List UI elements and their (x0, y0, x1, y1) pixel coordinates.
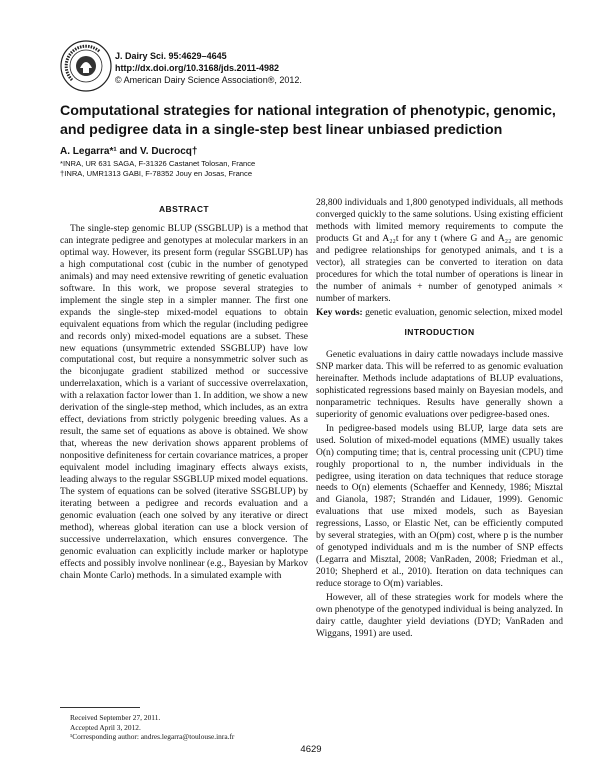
adsa-seal-logo (60, 40, 112, 92)
introduction-text (316, 350, 563, 643)
page-number: 4629 (300, 744, 322, 755)
abstract-continuation (316, 198, 563, 320)
abstract-text: The single-step genomic BLUP (SSGBLUP) is a method that can integrate pedigree and genotypes at molecular markers in an optimal way. However, its present form (regular SSGBLUP) has a high computational cost (cubic in the number of genotyped animals) and may need extensive rewriting of genetic evaluation software. In this work, we propose several strategies to implement the single step in a simpler manner. The first one expands the single-step mixed-model equations to obtain equivalent equations from which the regular (including pedigree and records only) mixed-model equations are a subset. These new equations (unsymmetric extended SSGBLUP) have low computational cost, but require a nonsymmetric solver such as the biconjugate gradient stabilized method or successive underrelaxation, which is a variant of successive overrelaxation, with a relaxation factor lower than 1. In addition, we show a new derivation of the single-step method, which includes, as an extra effect, deviations from strictly polygenic breeding values. As a result, the same set of equations as above is obtained. We show that, whereas the new derivation shows apparent problems of nonpositive definiteness for certain covariance matrices, a proper equivalent model including imaginary effects always exists, leading always to the regular SSGBLUP mixed model equations. The system of equations can be solved (iterative SSGBLUP) by iterating between a pedigree and records evaluation and a genomic evaluation (each one solved by any iterative or direct method), whereas global iteration can use a block version of successive underrelaxation, which ensures convergence. The genomic evaluation can explicitly include marker or haplotype effects and possibly involve nonlinear (e.g., Bayesian by Markov chain Monte Carlo) methods. In a simulated example with (60, 224, 308, 581)
authors: A. Legarra*¹ and V. Ducrocq† (60, 146, 198, 157)
intro-paragraph-3: However, all of these strategies work for models where the own phenotype of the genotyped individual is being analyzed. In dairy cattle, daughter yield deviations (DYD; VanRaden and Wiggans, 1991) are used. (316, 593, 563, 639)
intro-paragraph-2: In pedigree-based models using BLUP, large data sets are used. Solution of mixed-model equations (MME) usually takes O(n) computing time; that is, central processing unit (CPU) time roughly proportional to n, the number individuals in the pedigree, using iteration on data techniques that reduce storage needs to O(n) elements (Schaeffer and Kennedy, 1986; Misztal and Gianola, 1987; Strandén and Lidauer, 1999). Genomic evaluations that use mixed models, such as Bayesian regressions, Lasso, or Elastic Net, can be efficiently computed by several strategies, with an O(pm) cost, where p is the number of genotyped individuals and m is the number of SNP effects (Legarra and Misztal, 2008; VanRaden, 2008; Friedman et al., 2010; Shepherd et al., 2010). Iteration on data techniques can reduce storage to O(m) variables. (316, 423, 563, 590)
copyright: © American Dairy Science Association®, 2012. (115, 75, 302, 85)
intro-paragraph-1: Genetic evaluations in dairy cattle nowadays include massive SNP marker data. This will be referred to as genomic evaluation hereinafter. Methods include adaptations of BLUP evaluations, sophisticated regressions based mainly on Bayesian models, and nonparametric techniques. Results have generally shown a superiority of genomic evaluations over pedigree-based ones. (316, 350, 563, 420)
footnote-divider (60, 707, 140, 708)
affiliation-2: †INRA, UMR1313 GABI, F-78352 Jouy en Josas, France (60, 169, 253, 178)
keywords-label: Key words: (316, 307, 363, 318)
footnotes (70, 713, 310, 742)
received-date: Received September 27, 2011. (70, 713, 161, 722)
keywords (316, 308, 563, 320)
journal-header (115, 50, 302, 86)
affiliation-1: *INRA, UR 631 SAGA, F-31326 Castanet Tolosan, France (60, 159, 256, 168)
paper-title: Computational strategies for national integration of phenotypic, genomic, and pedigree data in a single-step best linear unbiased prediction (60, 103, 556, 138)
abstract-heading: ABSTRACT (159, 204, 209, 214)
journal-citation: J. Dairy Sci. 95:4629–4645 (115, 51, 227, 61)
affiliations (60, 159, 360, 179)
introduction-heading: INTRODUCTION (404, 327, 475, 337)
doi-link[interactable]: http://dx.doi.org/10.3168/jds.2011-4982 (115, 63, 280, 73)
corresponding-author: ¹Corresponding author: andres.legarra@toulouse.inra.fr (70, 732, 235, 742)
abstract-cont-text: 28,800 individuals and 1,800 genotyped individuals, all methods converged quickly to the same solutions. Using existing efficient methods with limited memory requirements to compute the products Gt and A₂₂t for any t (where G and A₂₂ are genomic and pedigree relationships for genotyped animals, and t is a vector), all strategies can be converted to iteration on data procedures for which the total number of operations is linear in the number of animals + number of genotyped animals × number of markers. (316, 198, 563, 304)
accepted-date: Accepted April 3, 2012. (70, 722, 141, 732)
keywords-text: genetic evaluation, genomic selection, mixed model (365, 307, 563, 318)
